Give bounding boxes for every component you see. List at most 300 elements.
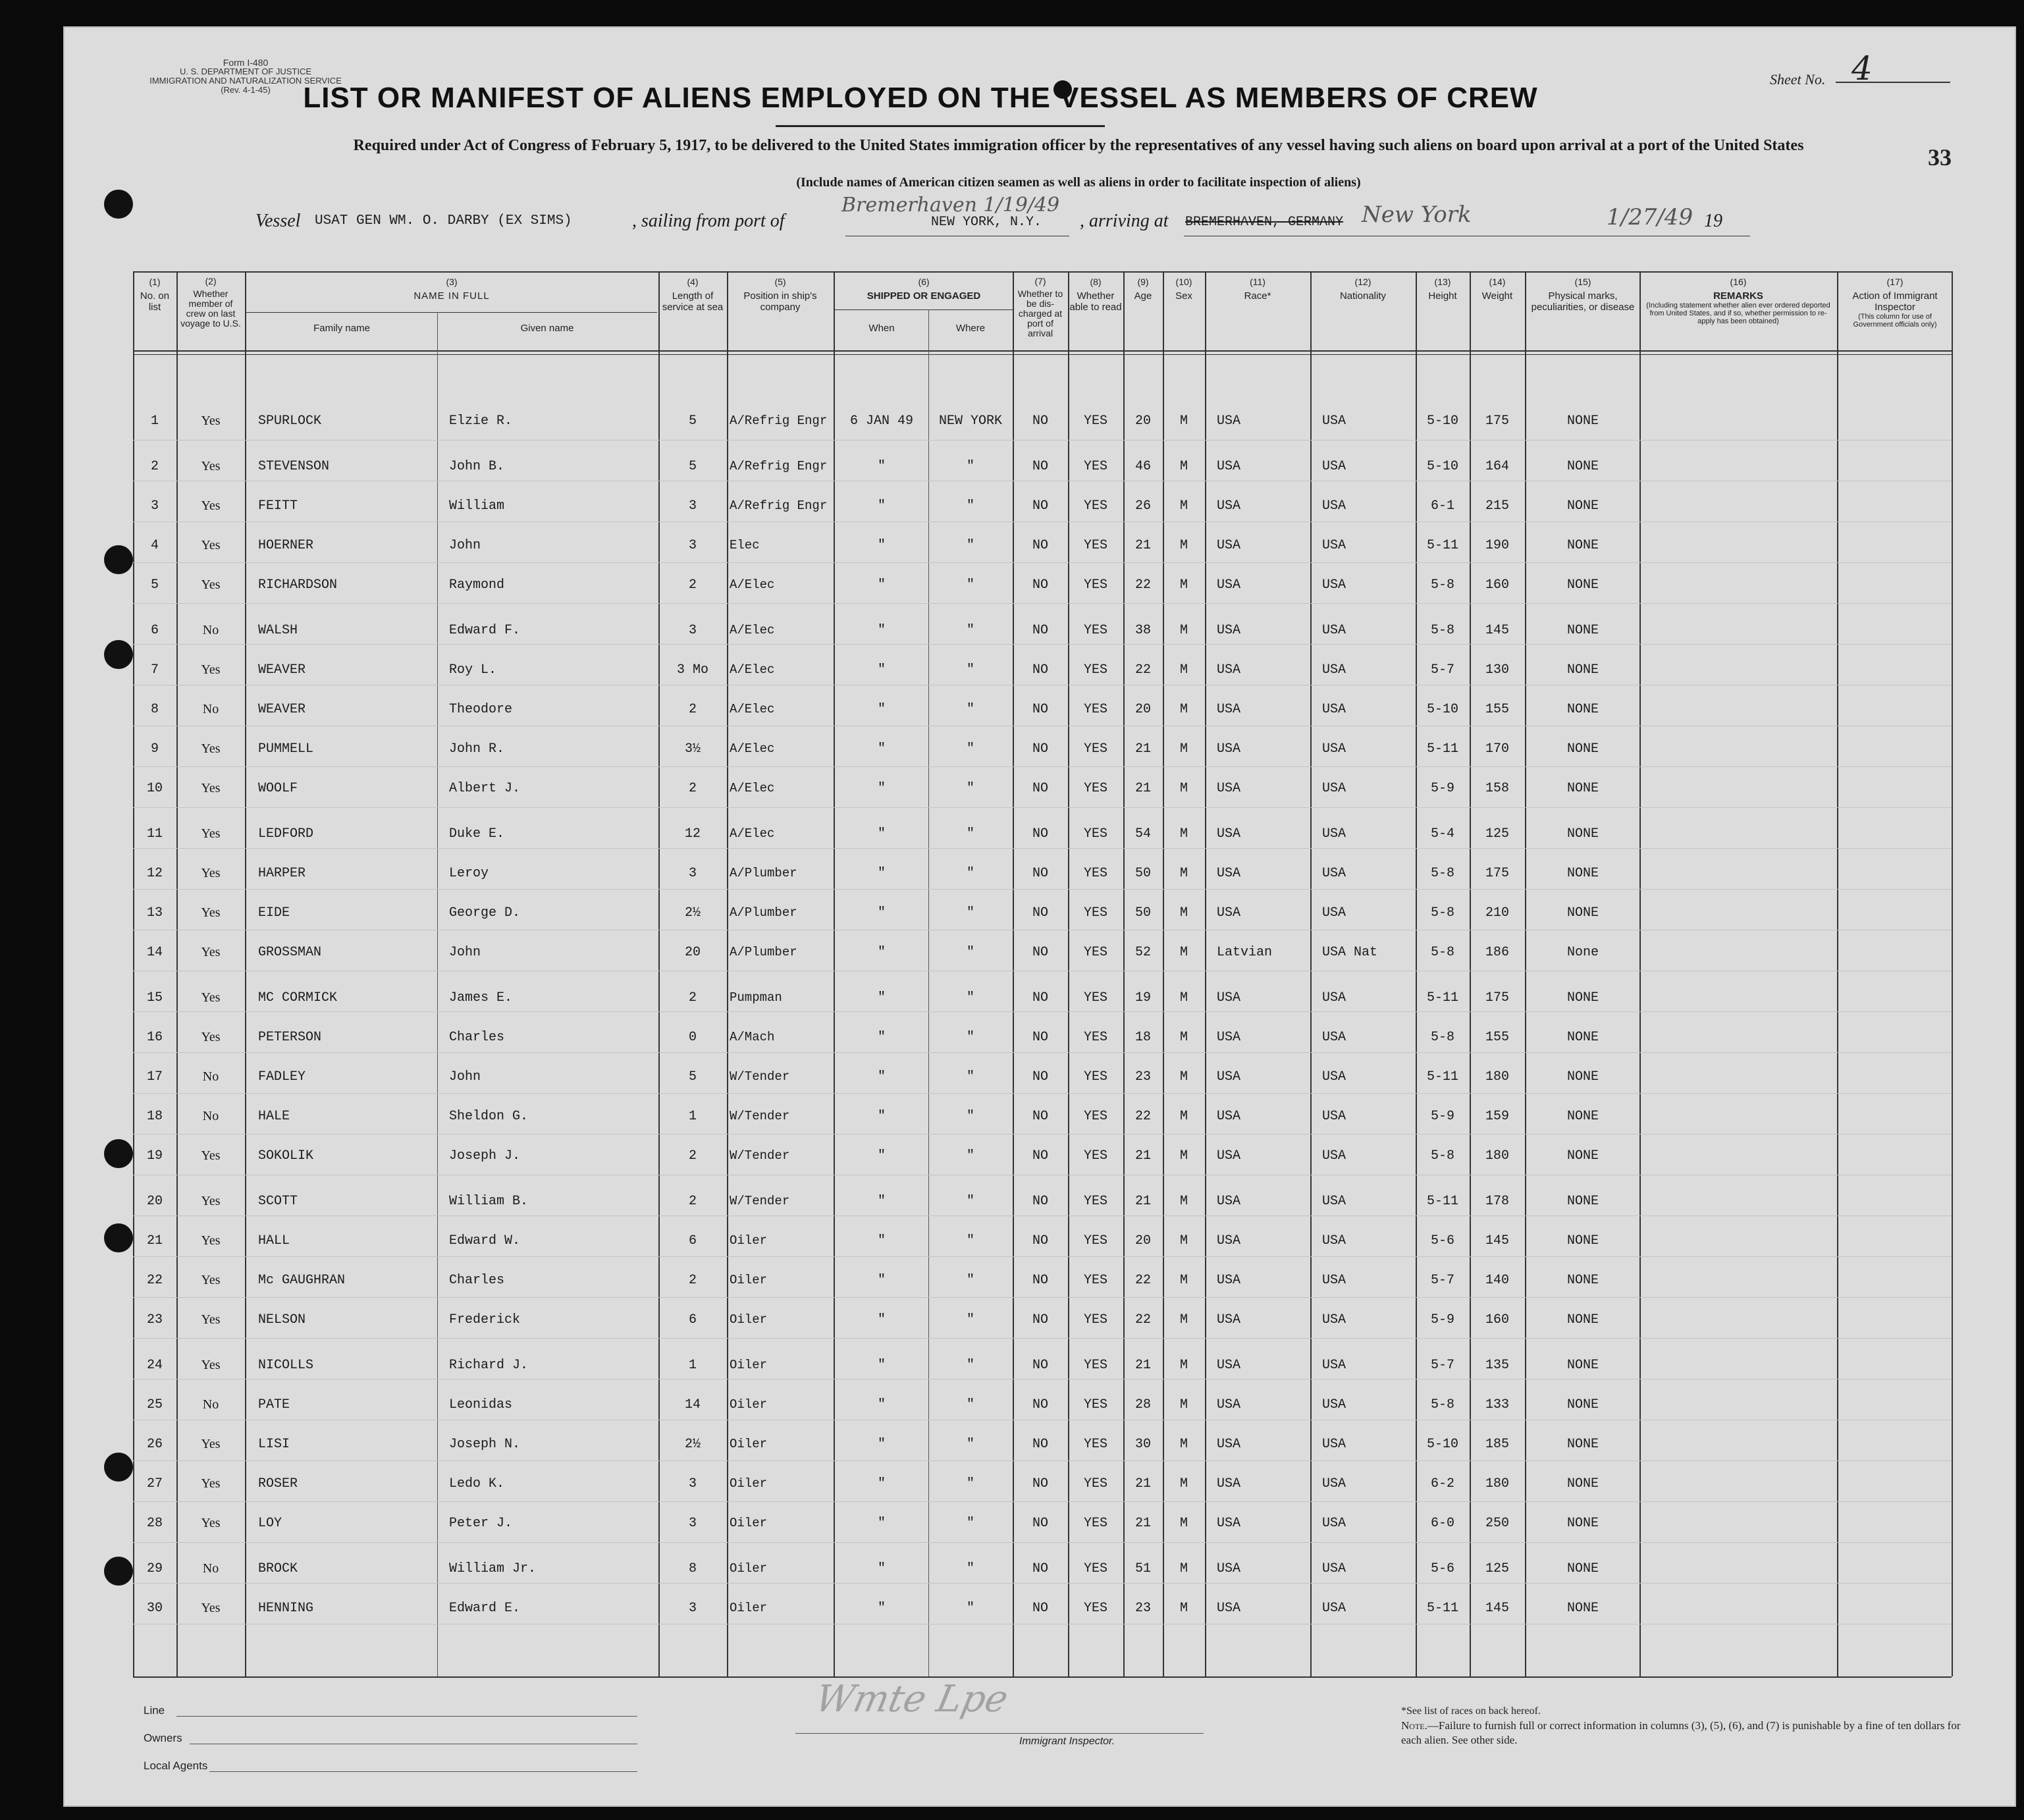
cell-discharged: NO [1032, 826, 1048, 842]
cell-nationality: USA [1322, 1601, 1346, 1616]
cell-service: 3 [688, 498, 697, 514]
cell-weight: 125 [1485, 826, 1509, 842]
cell-service: 3 [688, 1476, 697, 1491]
cell-no: 1 [150, 414, 159, 429]
arriving-label: , arriving at [1080, 211, 1169, 231]
cell-given: Roy L. [449, 662, 497, 678]
cell-read: YES [1083, 1516, 1107, 1531]
cell-read: YES [1083, 1358, 1107, 1373]
cell-prev: Yes [201, 414, 221, 428]
cell-marks: NONE [1566, 623, 1599, 638]
cell-discharged: NO [1032, 414, 1048, 429]
arrival-date-handwritten: 1/27/49 [1607, 204, 1693, 230]
cell-given: John [449, 945, 481, 960]
cell-read: YES [1083, 1030, 1107, 1045]
header-shipped-engaged: (6) SHIPPED OR ENGAGED [866, 277, 981, 302]
cell-position: Oiler [730, 1516, 768, 1530]
cell-family: EIDE [258, 905, 290, 921]
cell-height: 5-8 [1430, 866, 1454, 881]
cell-nationality: USA [1322, 1358, 1346, 1373]
cell-where: " [966, 866, 974, 881]
cell-marks: NONE [1566, 1312, 1599, 1327]
column-divider [1123, 271, 1125, 1676]
cell-read: YES [1083, 1437, 1107, 1452]
cell-read: YES [1083, 1476, 1107, 1491]
cell-age: 22 [1134, 1109, 1151, 1124]
cell-position: W/Tender [730, 1194, 790, 1208]
cell-nationality: USA [1322, 1069, 1346, 1084]
sailing-port-typed: NEW YORK, N.Y. [931, 215, 1042, 230]
cell-where: " [966, 1273, 974, 1288]
cell-marks: NONE [1566, 1561, 1599, 1576]
cell-race: USA [1217, 623, 1241, 638]
cell-discharged: NO [1032, 1030, 1048, 1045]
cell-read: YES [1083, 459, 1107, 474]
cell-where: " [966, 905, 974, 921]
cell-given: William B. [449, 1194, 529, 1209]
cell-discharged: NO [1032, 1069, 1048, 1084]
cell-marks: NONE [1566, 1476, 1599, 1491]
cell-discharged: NO [1032, 538, 1048, 553]
cell-when: " [877, 1030, 886, 1045]
cell-prev: Yes [201, 1030, 221, 1044]
cell-height: 5-11 [1426, 538, 1458, 553]
document-title: LIST OR MANIFEST OF ALIENS EMPLOYED ON THE VESSEL AS MEMBERS OF CREW [303, 82, 1538, 114]
cell-service: 2 [688, 577, 697, 593]
cell-service: 0 [688, 1030, 697, 1045]
punch-hole [104, 1223, 133, 1252]
form-department: U. S. DEPARTMENT OF JUSTICE [179, 67, 312, 76]
cell-where: " [966, 1233, 974, 1248]
cell-family: PUMMELL [258, 741, 314, 757]
cell-prev: Yes [201, 990, 221, 1005]
cell-position: A/Elec [730, 741, 775, 756]
cell-height: 5-9 [1430, 781, 1454, 796]
cell-service: 5 [688, 459, 697, 474]
column-divider [1205, 271, 1206, 1676]
cell-weight: 175 [1485, 866, 1509, 881]
cell-where: " [966, 741, 974, 757]
cell-given: Raymond [449, 577, 505, 593]
cell-read: YES [1083, 1397, 1107, 1412]
cell-height: 5-10 [1426, 414, 1458, 429]
cell-sex: M [1179, 1109, 1188, 1124]
cell-when: " [877, 781, 886, 796]
cell-service: 2½ [684, 1437, 701, 1452]
cell-given: Edward F. [449, 623, 521, 638]
cell-sex: M [1179, 1358, 1188, 1373]
cell-height: 5-11 [1426, 990, 1458, 1005]
cell-race: USA [1217, 459, 1241, 474]
cell-no: 11 [146, 826, 163, 842]
footer-note [1401, 1704, 1967, 1748]
cell-age: 19 [1134, 990, 1151, 1005]
cell-race: USA [1217, 538, 1241, 553]
inspector-signature: Wmte Lpe [811, 1678, 1012, 1721]
cell-marks: NONE [1566, 990, 1599, 1005]
column-divider [176, 271, 178, 1676]
cell-sex: M [1179, 905, 1188, 921]
cell-prev: Yes [201, 1516, 221, 1530]
cell-weight: 190 [1485, 538, 1509, 553]
cell-no: 9 [150, 741, 159, 757]
cell-no: 24 [146, 1358, 163, 1373]
cell-read: YES [1083, 577, 1107, 593]
cell-service: 3 [688, 538, 697, 553]
cell-where: " [966, 1030, 974, 1045]
cell-nationality: USA [1322, 1476, 1346, 1491]
cell-where: " [966, 781, 974, 796]
punch-hole [104, 1453, 133, 1482]
cell-position: A/Plumber [730, 905, 797, 920]
cell-race: USA [1217, 1194, 1241, 1209]
cell-family: LOY [258, 1516, 282, 1531]
cell-given: Leroy [449, 866, 489, 881]
punch-hole [104, 190, 133, 219]
cell-read: YES [1083, 990, 1107, 1005]
cell-service: 3 [688, 1516, 697, 1531]
cell-given: Joseph J. [449, 1148, 521, 1164]
cell-prev: No [202, 1561, 219, 1576]
row-guide-line [133, 1460, 1952, 1461]
cell-race: USA [1217, 1233, 1241, 1248]
cell-race: USA [1217, 1273, 1241, 1288]
footer-line-label: Line [144, 1704, 165, 1717]
cell-family: GROSSMAN [258, 945, 322, 960]
cell-family: MC CORMICK [258, 990, 338, 1005]
cell-family: FADLEY [258, 1069, 306, 1084]
cell-marks: NONE [1566, 702, 1599, 717]
cell-when: " [877, 1109, 886, 1124]
cell-sex: M [1179, 866, 1188, 881]
vessel-line [255, 194, 1981, 244]
row-guide-line [133, 644, 1952, 645]
cell-marks: NONE [1566, 866, 1599, 881]
column-divider [1952, 271, 1953, 1676]
cell-weight: 160 [1485, 577, 1509, 593]
cell-weight: 155 [1485, 1030, 1509, 1045]
cell-weight: 130 [1485, 662, 1509, 678]
cell-when: " [877, 662, 886, 678]
punch-hole [104, 1557, 133, 1586]
cell-discharged: NO [1032, 1516, 1048, 1531]
cell-age: 52 [1134, 945, 1151, 960]
cell-family: HENNING [258, 1601, 314, 1616]
cell-height: 5-6 [1430, 1561, 1454, 1576]
cell-weight: 145 [1485, 1601, 1509, 1616]
row-guide-line [133, 440, 1952, 441]
cell-prev: Yes [201, 1437, 221, 1451]
cell-height: 5-6 [1430, 1233, 1454, 1248]
cell-no: 21 [146, 1233, 163, 1248]
cell-family: WALSH [258, 623, 298, 638]
cell-sex: M [1179, 990, 1188, 1005]
cell-prev: Yes [201, 662, 221, 677]
row-guide-line [133, 889, 1952, 890]
column-divider [1837, 271, 1838, 1676]
cell-discharged: NO [1032, 1233, 1048, 1248]
cell-discharged: NO [1032, 1273, 1048, 1288]
cell-service: 1 [688, 1109, 697, 1124]
cell-race: USA [1217, 1397, 1241, 1412]
cell-position: W/Tender [730, 1109, 790, 1123]
cell-where: " [966, 1358, 974, 1373]
cell-weight: 180 [1485, 1069, 1509, 1084]
form-number: Form I-480 [223, 57, 269, 68]
cell-race: USA [1217, 741, 1241, 757]
cell-sex: M [1179, 741, 1188, 757]
cell-nationality: USA [1322, 1030, 1346, 1045]
cell-marks: NONE [1566, 498, 1599, 514]
requirement-text: Required under Act of Congress of February 5, 1917, to be delivered to the United States immigration officer by the representatives of any vessel having such aliens on board upon arrival at a port of the United States [353, 137, 1804, 154]
cell-height: 5-8 [1430, 623, 1454, 638]
cell-no: 6 [150, 623, 159, 638]
cell-prev: Yes [201, 741, 221, 756]
cell-discharged: NO [1032, 577, 1048, 593]
header-discharged: (7) Whether to be dis-charged at port of arrival [1017, 276, 1063, 338]
cell-given: Richard J. [449, 1358, 529, 1373]
cell-height: 5-11 [1426, 1069, 1458, 1084]
cell-weight: 180 [1485, 1476, 1509, 1491]
cell-no: 3 [150, 498, 159, 514]
cell-nationality: USA [1322, 662, 1346, 678]
cell-no: 5 [150, 577, 159, 593]
cell-read: YES [1083, 1109, 1107, 1124]
cell-age: 50 [1134, 866, 1151, 881]
cell-prev: Yes [201, 577, 221, 592]
cell-height: 5-11 [1426, 1601, 1458, 1616]
cell-when: 6 JAN 49 [849, 414, 913, 429]
cell-family: HOERNER [258, 538, 314, 553]
cell-prev: Yes [201, 459, 221, 473]
cell-service: 2 [688, 702, 697, 717]
cell-given: Charles [449, 1273, 505, 1288]
cell-marks: NONE [1566, 538, 1599, 553]
cell-when: " [877, 1516, 886, 1531]
cell-when: " [877, 1476, 886, 1491]
cell-discharged: NO [1032, 1397, 1048, 1412]
cell-no: 15 [146, 990, 163, 1005]
signature-rule [795, 1733, 1204, 1734]
cell-nationality: USA [1322, 1437, 1346, 1452]
cell-when: " [877, 1148, 886, 1164]
cell-discharged: NO [1032, 1148, 1048, 1164]
cell-marks: NONE [1566, 1069, 1599, 1084]
cell-height: 6-1 [1430, 498, 1454, 514]
cell-read: YES [1083, 538, 1107, 553]
cell-weight: 133 [1485, 1397, 1509, 1412]
cell-sex: M [1179, 1437, 1188, 1452]
footer-line-rule [176, 1716, 637, 1717]
given-name-divider [437, 312, 438, 1676]
cell-read: YES [1083, 1601, 1107, 1616]
header-when: When [868, 323, 895, 334]
cell-race: USA [1217, 990, 1241, 1005]
cell-nationality: USA [1322, 905, 1346, 921]
cell-read: YES [1083, 1194, 1107, 1209]
cell-where: " [966, 990, 974, 1005]
cell-nationality: USA Nat [1322, 945, 1378, 960]
cell-race: USA [1217, 1476, 1241, 1491]
cell-race: USA [1217, 1109, 1241, 1124]
cell-sex: M [1179, 1476, 1188, 1491]
cell-prev: Yes [201, 905, 221, 920]
cell-nationality: USA [1322, 577, 1346, 593]
cell-race: USA [1217, 662, 1241, 678]
cell-prev: Yes [201, 1312, 221, 1327]
cell-position: A/Elec [730, 781, 775, 795]
punch-hole [104, 1139, 133, 1168]
cell-service: 2 [688, 1194, 697, 1209]
header-name-in-full: (3) NAME IN FULL [413, 277, 490, 302]
cell-position: Pumpman [730, 990, 782, 1005]
arriving-port-handwritten: New York [1362, 201, 1472, 228]
cell-where: " [966, 1561, 974, 1576]
cell-given: Frederick [449, 1312, 521, 1327]
cell-race: USA [1217, 1561, 1241, 1576]
cell-service: 5 [688, 414, 697, 429]
cell-nationality: USA [1322, 1312, 1346, 1327]
cell-age: 22 [1134, 577, 1151, 593]
inspector-label: Immigrant Inspector. [1019, 1736, 1115, 1747]
cell-no: 16 [146, 1030, 163, 1045]
header-nationality: (12) Nationality [1339, 277, 1387, 302]
cell-nationality: USA [1322, 741, 1346, 757]
cell-given: Charles [449, 1030, 505, 1045]
cell-no: 19 [146, 1148, 163, 1164]
cell-sex: M [1179, 945, 1188, 960]
row-guide-line [133, 1297, 1952, 1298]
cell-age: 21 [1134, 1194, 1151, 1209]
punch-hole [104, 545, 133, 574]
page-number: 33 [1928, 144, 1952, 171]
cell-given: John [449, 1069, 481, 1084]
cell-weight: 135 [1485, 1358, 1509, 1373]
cell-race: USA [1217, 1148, 1241, 1164]
cell-height: 5-10 [1426, 702, 1458, 717]
cell-read: YES [1083, 905, 1107, 921]
cell-age: 22 [1134, 1273, 1151, 1288]
cell-position: A/Elec [730, 662, 775, 677]
cell-no: 28 [146, 1516, 163, 1531]
cell-marks: NONE [1566, 1109, 1599, 1124]
cell-race: USA [1217, 1069, 1241, 1084]
cell-nationality: USA [1322, 1397, 1346, 1412]
header-able-to-read: (8) Whether able to read [1069, 277, 1122, 313]
cell-when: " [877, 945, 886, 960]
cell-where: " [966, 1312, 974, 1327]
column-divider [1470, 271, 1471, 1676]
cell-where: " [966, 623, 974, 638]
cell-no: 30 [146, 1601, 163, 1616]
cell-service: 2 [688, 990, 697, 1005]
cell-marks: NONE [1566, 781, 1599, 796]
cell-prev: Yes [201, 1194, 221, 1208]
cell-race: USA [1217, 781, 1241, 796]
cell-nationality: USA [1322, 1194, 1346, 1209]
form-revision: (Rev. 4-1-45) [221, 85, 271, 95]
cell-nationality: USA [1322, 1148, 1346, 1164]
cell-no: 27 [146, 1476, 163, 1491]
column-divider [133, 271, 134, 1676]
cell-age: 46 [1134, 459, 1151, 474]
footer-agents-rule [209, 1771, 637, 1772]
cell-read: YES [1083, 826, 1107, 842]
cell-no: 20 [146, 1194, 163, 1209]
cell-no: 22 [146, 1273, 163, 1288]
cell-discharged: NO [1032, 702, 1048, 717]
row-guide-line [133, 1501, 1952, 1502]
header-height: (13) Height [1428, 277, 1457, 302]
cell-discharged: NO [1032, 1476, 1048, 1491]
cell-height: 6-2 [1430, 1476, 1454, 1491]
cell-prev: Yes [201, 538, 221, 552]
cell-prev: Yes [201, 1233, 221, 1248]
cell-family: SPURLOCK [258, 414, 322, 429]
cell-where: NEW YORK [938, 414, 1002, 429]
cell-no: 14 [146, 945, 163, 960]
cell-marks: None [1566, 945, 1599, 960]
cell-position: A/Mach [730, 1030, 775, 1044]
cell-height: 5-10 [1426, 459, 1458, 474]
row-guide-line [133, 603, 1952, 604]
cell-marks: NONE [1566, 826, 1599, 842]
cell-when: " [877, 459, 886, 474]
header-physical-marks: (15) Physical marks, peculiarities, or disease [1531, 277, 1635, 313]
row-guide-line [133, 1093, 1952, 1094]
sheet-label: Sheet No. [1770, 71, 1826, 88]
cell-sex: M [1179, 1312, 1188, 1327]
cell-height: 5-4 [1430, 826, 1454, 842]
cell-family: WOOLF [258, 781, 298, 796]
cell-nationality: USA [1322, 990, 1346, 1005]
cell-when: " [877, 577, 886, 593]
cell-no: 17 [146, 1069, 163, 1084]
cell-sex: M [1179, 1516, 1188, 1531]
cell-when: " [877, 1601, 886, 1616]
cell-nationality: USA [1322, 781, 1346, 796]
cell-prev: Yes [201, 1358, 221, 1372]
cell-given: James E. [449, 990, 513, 1005]
cell-weight: 185 [1485, 1437, 1509, 1452]
cell-position: A/Refrig Engr [730, 498, 828, 513]
sheet-number: 4 [1836, 55, 1950, 83]
cell-given: William [449, 498, 505, 514]
cell-family: RICHARDSON [258, 577, 338, 593]
column-divider [1068, 271, 1069, 1676]
cell-sex: M [1179, 1397, 1188, 1412]
cell-prev: Yes [201, 826, 221, 841]
column-divider [727, 271, 728, 1676]
cell-sex: M [1179, 498, 1188, 514]
cell-position: A/Elec [730, 702, 775, 716]
cell-position: Oiler [730, 1601, 768, 1615]
cell-race: USA [1217, 1601, 1241, 1616]
cell-discharged: NO [1032, 1109, 1048, 1124]
cell-nationality: USA [1322, 826, 1346, 842]
cell-position: A/Elec [730, 577, 775, 592]
cell-age: 50 [1134, 905, 1151, 921]
cell-age: 23 [1134, 1069, 1151, 1084]
header-sex: (10) Sex [1175, 277, 1192, 302]
sailing-port-handwritten: Bremerhaven 1/19/49 [841, 194, 1060, 217]
note-label: Note. [1401, 1719, 1427, 1732]
cell-service: 5 [688, 1069, 697, 1084]
cell-marks: NONE [1566, 1437, 1599, 1452]
cell-discharged: NO [1032, 1312, 1048, 1327]
cell-where: " [966, 538, 974, 553]
cell-given: Albert J. [449, 781, 521, 796]
